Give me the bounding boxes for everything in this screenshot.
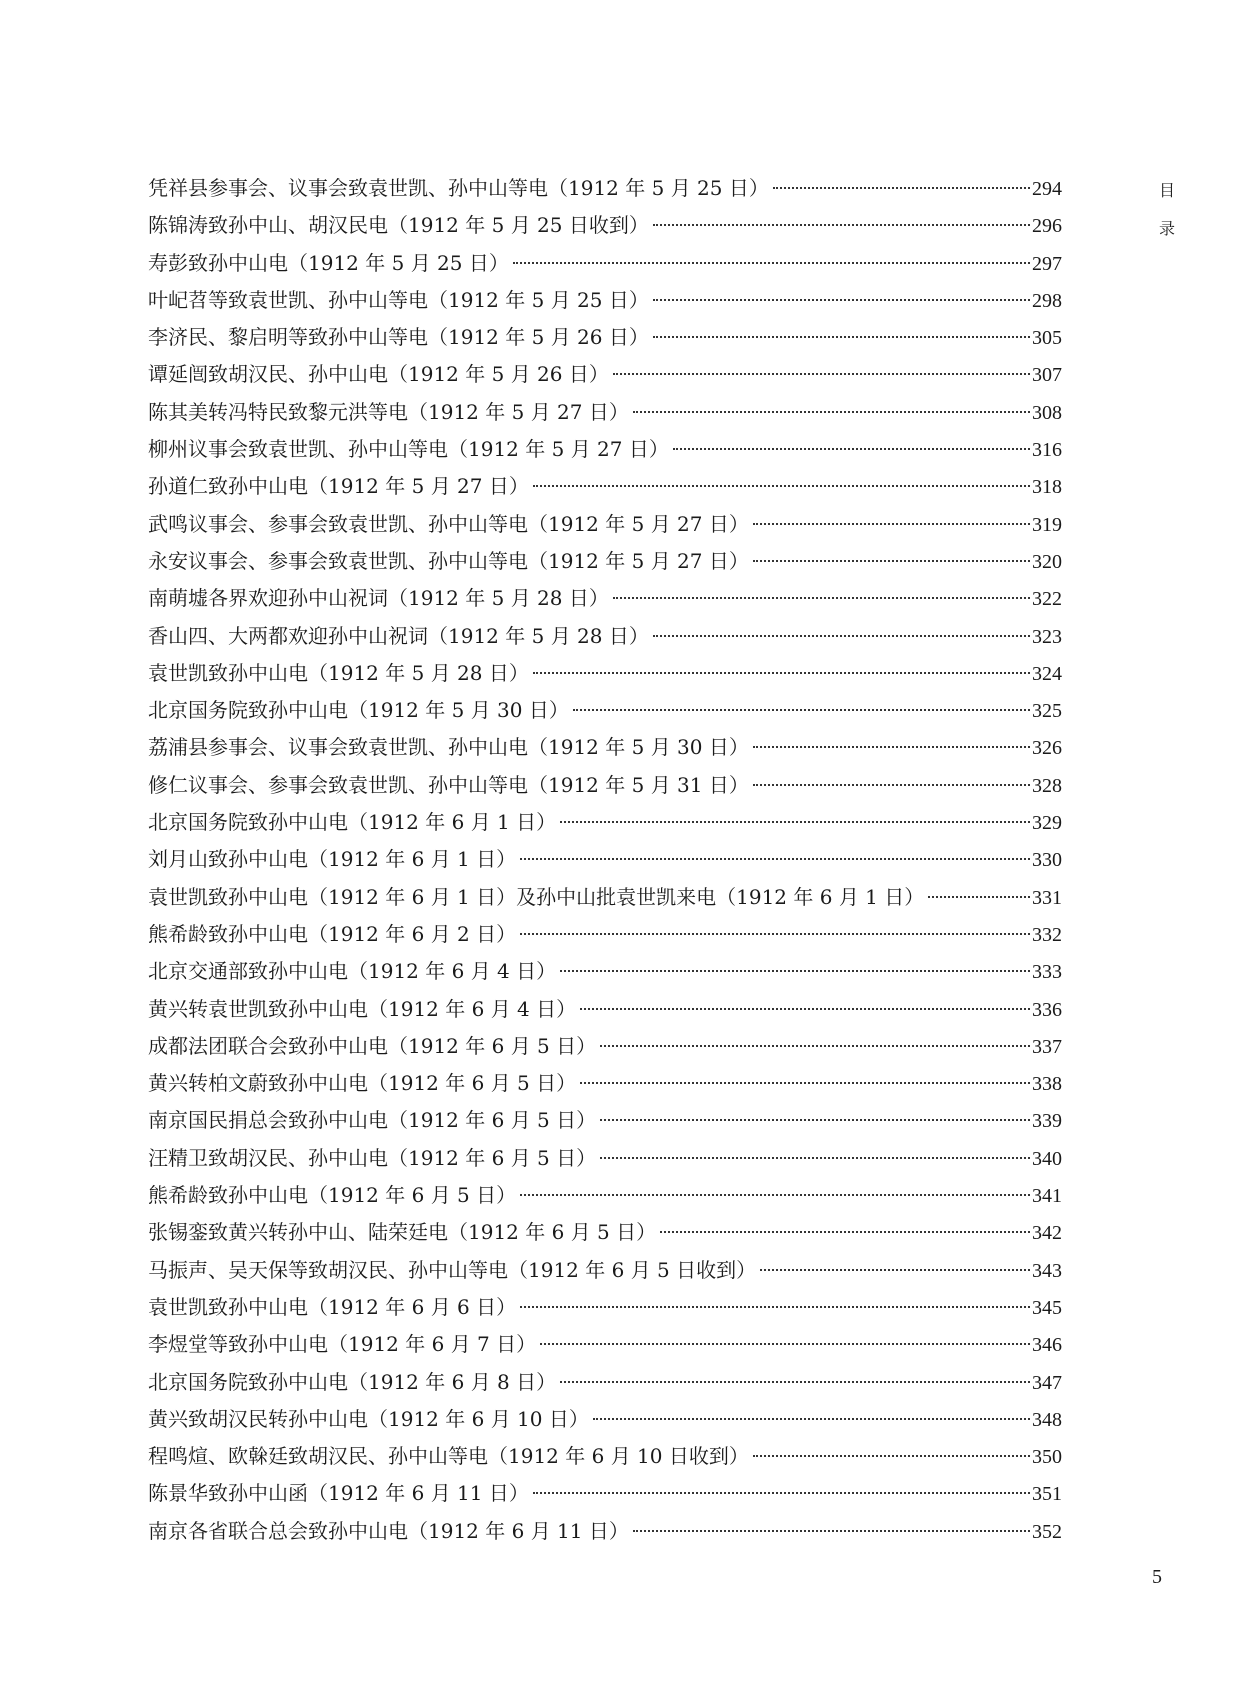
entry-page-number: 297 — [1032, 252, 1062, 275]
dot-leader — [753, 746, 1030, 748]
dot-leader — [580, 1082, 1030, 1084]
entry-page-number: 333 — [1032, 961, 1062, 984]
dot-leader — [600, 1045, 1030, 1047]
toc-entry[interactable] — [148, 1289, 1062, 1326]
entry-title: 北京国务院致孙中山电（1912 年 5 月 30 日） — [148, 698, 569, 723]
dot-leader — [653, 299, 1030, 301]
entry-page-number: 329 — [1032, 812, 1062, 835]
toc-entry[interactable] — [148, 729, 1062, 766]
entry-page-number: 337 — [1032, 1035, 1062, 1058]
entry-page-number: 305 — [1032, 327, 1062, 350]
dot-leader — [633, 411, 1030, 413]
entry-title: 荔浦县参事会、议事会致袁世凯、孙中山电（1912 年 5 月 30 日） — [148, 735, 749, 760]
dot-leader — [660, 1231, 1030, 1233]
dot-leader — [513, 262, 1030, 264]
entry-page-number: 345 — [1032, 1296, 1062, 1319]
entry-page-number: 331 — [1032, 886, 1062, 909]
toc-entry[interactable] — [148, 356, 1062, 393]
entry-title: 柳州议事会致袁世凯、孙中山等电（1912 年 5 月 27 日） — [148, 437, 669, 462]
dot-leader — [653, 635, 1030, 637]
dot-leader — [753, 560, 1030, 562]
entry-page-number: 342 — [1032, 1222, 1062, 1245]
entry-page-number: 307 — [1032, 364, 1062, 387]
running-header-char-2: 录 — [1158, 219, 1175, 238]
entry-page-number: 328 — [1032, 774, 1062, 797]
toc-entry[interactable] — [148, 580, 1062, 617]
toc-entry[interactable] — [148, 1252, 1062, 1289]
dot-leader — [533, 1492, 1030, 1494]
dot-leader — [560, 970, 1030, 972]
entry-title: 叶屺苕等致袁世凯、孙中山等电（1912 年 5 月 25 日） — [148, 287, 649, 312]
entry-title: 香山四、大两都欢迎孙中山祝词（1912 年 5 月 28 日） — [148, 623, 649, 648]
dot-leader — [633, 1530, 1030, 1532]
dot-leader — [573, 709, 1030, 711]
dot-leader — [928, 896, 1030, 898]
dot-leader — [773, 187, 1030, 189]
entry-title: 北京国务院致孙中山电（1912 年 6 月 1 日） — [148, 810, 557, 835]
toc-entry[interactable] — [148, 207, 1062, 244]
entry-title: 凭祥县参事会、议事会致袁世凯、孙中山等电（1912 年 5 月 25 日） — [148, 176, 769, 200]
toc-entry[interactable] — [148, 916, 1062, 953]
toc-entry[interactable] — [148, 618, 1062, 655]
entry-page-number: 332 — [1032, 923, 1062, 946]
toc-entry[interactable] — [148, 655, 1062, 692]
toc-entry[interactable] — [148, 431, 1062, 468]
toc-entry[interactable] — [148, 506, 1062, 543]
entry-page-number: 320 — [1032, 550, 1062, 573]
entry-title: 陈其美转冯特民致黎元洪等电（1912 年 5 月 27 日） — [148, 399, 629, 424]
entry-page-number: 351 — [1032, 1483, 1062, 1506]
dot-leader — [593, 1418, 1030, 1420]
entry-page-number: 319 — [1032, 513, 1062, 536]
running-header — [1155, 172, 1179, 248]
entry-title: 修仁议事会、参事会致袁世凯、孙中山等电（1912 年 5 月 31 日） — [148, 772, 749, 797]
entry-page-number: 318 — [1032, 476, 1062, 499]
running-header-char-1: 目 — [1158, 181, 1175, 200]
entry-page-number: 339 — [1032, 1110, 1062, 1133]
entry-title: 袁世凯致孙中山电（1912 年 5 月 28 日） — [148, 660, 529, 685]
toc-entry[interactable] — [148, 841, 1062, 878]
dot-leader — [580, 1008, 1030, 1010]
toc-entry[interactable] — [148, 953, 1062, 990]
toc-entry[interactable] — [148, 804, 1062, 841]
entry-title: 成都法团联合会致孙中山电（1912 年 6 月 5 日） — [148, 1033, 597, 1058]
dot-leader — [540, 1343, 1030, 1345]
entry-title: 袁世凯致孙中山电（1912 年 6 月 6 日） — [148, 1294, 517, 1319]
dot-leader — [520, 1194, 1030, 1196]
entry-page-number: 326 — [1032, 737, 1062, 760]
dot-leader — [760, 1269, 1030, 1271]
entry-title: 北京交通部致孙中山电（1912 年 6 月 4 日） — [148, 959, 557, 984]
toc-entry[interactable] — [148, 692, 1062, 729]
entry-page-number: 298 — [1032, 289, 1062, 312]
entry-title: 黄兴转柏文蔚致孙中山电（1912 年 6 月 5 日） — [148, 1071, 577, 1096]
toc-entry[interactable] — [148, 1364, 1062, 1401]
entry-title: 程鸣煊、欧榦廷致胡汉民、孙中山等电（1912 年 6 月 10 日收到） — [148, 1444, 749, 1469]
toc-entry[interactable] — [148, 1214, 1062, 1251]
dot-leader — [653, 224, 1030, 226]
toc-entry[interactable] — [148, 394, 1062, 431]
entry-page-number: 338 — [1032, 1073, 1062, 1096]
dot-leader — [520, 858, 1030, 860]
toc-entry[interactable] — [148, 1438, 1062, 1475]
toc-entry[interactable] — [148, 991, 1062, 1028]
entry-title: 李济民、黎启明等致孙中山等电（1912 年 5 月 26 日） — [148, 325, 649, 350]
toc-entry[interactable] — [148, 1177, 1062, 1214]
entry-page-number: 343 — [1032, 1259, 1062, 1282]
dot-leader — [613, 373, 1030, 375]
toc-entry[interactable] — [148, 1326, 1062, 1363]
dot-leader — [520, 1306, 1030, 1308]
entry-page-number: 294 — [1032, 178, 1062, 200]
entry-title: 武鸣议事会、参事会致袁世凯、孙中山等电（1912 年 5 月 27 日） — [148, 511, 749, 536]
table-of-contents — [148, 170, 1062, 1550]
dot-leader — [533, 672, 1030, 674]
toc-entry[interactable] — [148, 1401, 1062, 1438]
entry-page-number: 325 — [1032, 700, 1062, 723]
entry-page-number: 316 — [1032, 439, 1062, 462]
dot-leader — [613, 597, 1030, 599]
dot-leader — [560, 1381, 1030, 1383]
dot-leader — [673, 448, 1030, 450]
toc-entry[interactable] — [148, 282, 1062, 319]
entry-page-number: 348 — [1032, 1408, 1062, 1431]
entry-page-number: 341 — [1032, 1185, 1062, 1208]
entry-title: 南京各省联合总会致孙中山电（1912 年 6 月 11 日） — [148, 1518, 629, 1543]
entry-title: 熊希龄致孙中山电（1912 年 6 月 5 日） — [148, 1183, 517, 1208]
entry-title: 李煜堂等致孙中山电（1912 年 6 月 7 日） — [148, 1332, 537, 1357]
toc-entry[interactable] — [148, 767, 1062, 804]
entry-title: 南萌墟各界欢迎孙中山祝词（1912 年 5 月 28 日） — [148, 586, 609, 611]
entry-title: 黄兴转袁世凯致孙中山电（1912 年 6 月 4 日） — [148, 996, 577, 1021]
entry-page-number: 336 — [1032, 998, 1062, 1021]
dot-leader — [600, 1119, 1030, 1121]
entry-title: 黄兴致胡汉民转孙中山电（1912 年 6 月 10 日） — [148, 1406, 589, 1431]
page-number: 5 — [1152, 1566, 1162, 1588]
entry-page-number: 347 — [1032, 1371, 1062, 1394]
toc-entry[interactable] — [148, 1028, 1062, 1065]
entry-title: 汪精卫致胡汉民、孙中山电（1912 年 6 月 5 日） — [148, 1145, 597, 1170]
entry-page-number: 323 — [1032, 625, 1062, 648]
dot-leader — [533, 485, 1030, 487]
toc-entry[interactable] — [148, 1102, 1062, 1139]
entry-page-number: 308 — [1032, 401, 1062, 424]
entry-title: 南京国民捐总会致孙中山电（1912 年 6 月 5 日） — [148, 1108, 597, 1133]
dot-leader — [753, 784, 1030, 786]
entry-title: 谭延闿致胡汉民、孙中山电（1912 年 5 月 26 日） — [148, 362, 609, 387]
dot-leader — [753, 1455, 1030, 1457]
entry-page-number: 322 — [1032, 588, 1062, 611]
dot-leader — [653, 336, 1030, 338]
entry-page-number: 324 — [1032, 662, 1062, 685]
entry-title: 孙道仁致孙中山电（1912 年 5 月 27 日） — [148, 474, 529, 499]
toc-entry[interactable] — [148, 1513, 1062, 1550]
entry-title: 北京国务院致孙中山电（1912 年 6 月 8 日） — [148, 1369, 557, 1394]
entry-page-number: 296 — [1032, 215, 1062, 238]
entry-title: 袁世凯致孙中山电（1912 年 6 月 1 日）及孙中山批袁世凯来电（1912 年 6 月 1 日） — [148, 884, 925, 909]
entry-page-number: 352 — [1032, 1520, 1062, 1543]
entry-title: 陈景华致孙中山函（1912 年 6 月 11 日） — [148, 1481, 529, 1506]
toc-entry[interactable] — [148, 1140, 1062, 1177]
entry-page-number: 330 — [1032, 849, 1062, 872]
dot-leader — [600, 1157, 1030, 1159]
entry-title: 熊希龄致孙中山电（1912 年 6 月 2 日） — [148, 921, 517, 946]
toc-entry[interactable] — [148, 879, 1062, 916]
toc-entry[interactable] — [148, 170, 1062, 207]
toc-entry[interactable] — [148, 543, 1062, 580]
entry-title: 陈锦涛致孙中山、胡汉民电（1912 年 5 月 25 日收到） — [148, 213, 649, 238]
toc-entry[interactable] — [148, 1065, 1062, 1102]
toc-entry[interactable] — [148, 245, 1062, 282]
toc-entry[interactable] — [148, 1475, 1062, 1512]
dot-leader — [520, 933, 1030, 935]
entry-title: 永安议事会、参事会致袁世凯、孙中山等电（1912 年 5 月 27 日） — [148, 548, 749, 573]
toc-entry[interactable] — [148, 319, 1062, 356]
entry-page-number: 346 — [1032, 1334, 1062, 1357]
toc-entry[interactable] — [148, 468, 1062, 505]
entry-title: 马振声、吴天保等致胡汉民、孙中山等电（1912 年 6 月 5 日收到） — [148, 1257, 757, 1282]
dot-leader — [560, 821, 1030, 823]
entry-page-number: 350 — [1032, 1446, 1062, 1469]
entry-title: 寿彭致孙中山电（1912 年 5 月 25 日） — [148, 250, 509, 275]
entry-title: 张锡銮致黄兴转孙中山、陆荣廷电（1912 年 6 月 5 日） — [148, 1220, 657, 1245]
entry-page-number: 340 — [1032, 1147, 1062, 1170]
dot-leader — [753, 523, 1030, 525]
entry-title: 刘月山致孙中山电（1912 年 6 月 1 日） — [148, 847, 517, 872]
